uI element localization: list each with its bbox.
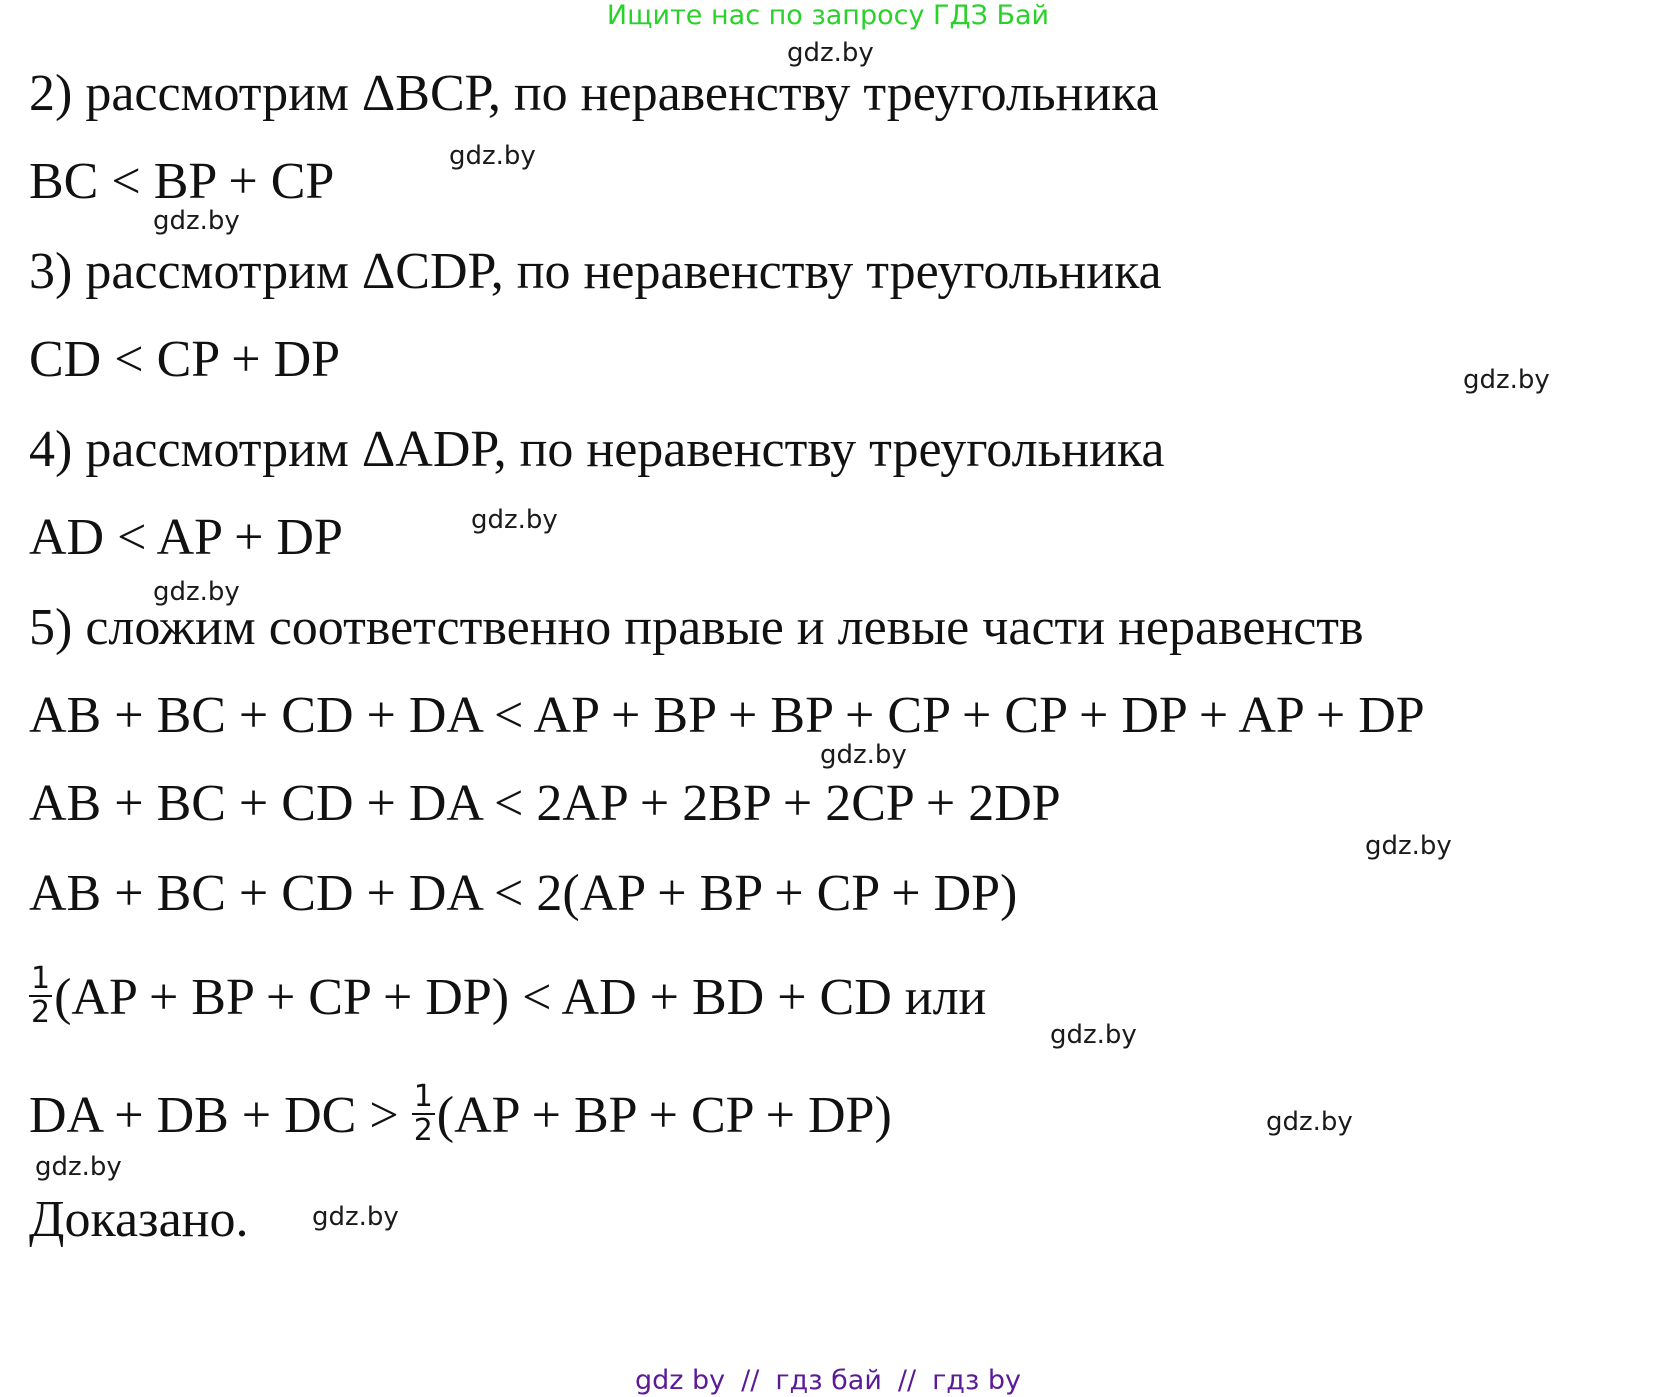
final-inequality-right: (AP + BP + CP + DP) xyxy=(436,1087,892,1144)
fraction-denominator: 2 xyxy=(31,995,51,1031)
watermark: gdz.by xyxy=(1365,831,1452,861)
footer-link-gdz-by-cyr[interactable]: гдз by xyxy=(932,1365,1022,1396)
inequality-ad: AD < AP + DP xyxy=(29,509,343,566)
fraction-one-half xyxy=(29,963,52,1029)
simplified-inequality: AB + BC + CD + DA < 2AP + 2BP + 2CP + 2DP xyxy=(29,775,1061,832)
final-inequality xyxy=(29,1079,892,1153)
step-3-heading: 3) рассмотрим ΔCDP, по неравенству треугольника xyxy=(29,243,1162,300)
step-4-heading: 4) рассмотрим ΔADP, по неравенству треугольника xyxy=(29,421,1165,478)
inequality-bc: BC < BP + CP xyxy=(29,153,335,210)
fraction-numerator: 1 xyxy=(31,961,51,997)
footer-links xyxy=(0,1365,1656,1397)
footer-separator: // xyxy=(897,1365,917,1396)
fraction-denominator: 2 xyxy=(413,1113,433,1149)
footer-link-gdz-bai[interactable]: гдз бай xyxy=(775,1365,882,1396)
watermark: gdz.by xyxy=(153,577,240,607)
watermark: gdz.by xyxy=(312,1202,399,1232)
sum-inequality: AB + BC + CD + DA < AP + BP + BP + CP + CP + DP + AP + DP xyxy=(29,687,1425,744)
search-banner: Ищите нас по запросу ГДЗ Бай xyxy=(606,0,1050,31)
footer-link-gdz-by[interactable]: gdz by xyxy=(634,1365,726,1396)
watermark: gdz.by xyxy=(471,505,558,535)
half-sum-text: (AP + BP + CP + DP) < AD + BD + CD или xyxy=(54,969,987,1026)
step-5-heading: 5) сложим соответственно правые и левые части неравенств xyxy=(29,599,1364,656)
watermark: gdz.by xyxy=(1050,1020,1137,1050)
watermark: gdz.by xyxy=(820,740,907,770)
watermark: gdz.by xyxy=(787,38,874,68)
half-sum-inequality xyxy=(29,961,987,1035)
watermark: gdz.by xyxy=(153,206,240,236)
factored-inequality: AB + BC + CD + DA < 2(AP + BP + CP + DP) xyxy=(29,865,1018,922)
watermark: gdz.by xyxy=(1266,1107,1353,1137)
footer-separator: // xyxy=(741,1365,760,1396)
inequality-cd: CD < CP + DP xyxy=(29,331,341,388)
watermark: gdz.by xyxy=(1463,365,1550,395)
fraction-numerator: 1 xyxy=(413,1079,433,1115)
fraction-one-half xyxy=(412,1081,435,1147)
conclusion: Доказано. xyxy=(29,1191,249,1248)
watermark: gdz.by xyxy=(35,1152,122,1182)
step-2-heading: 2) рассмотрим ΔBCP, по неравенству треугольника xyxy=(29,65,1159,122)
final-inequality-left: DA + DB + DC > xyxy=(29,1087,412,1144)
watermark: gdz.by xyxy=(449,141,536,171)
